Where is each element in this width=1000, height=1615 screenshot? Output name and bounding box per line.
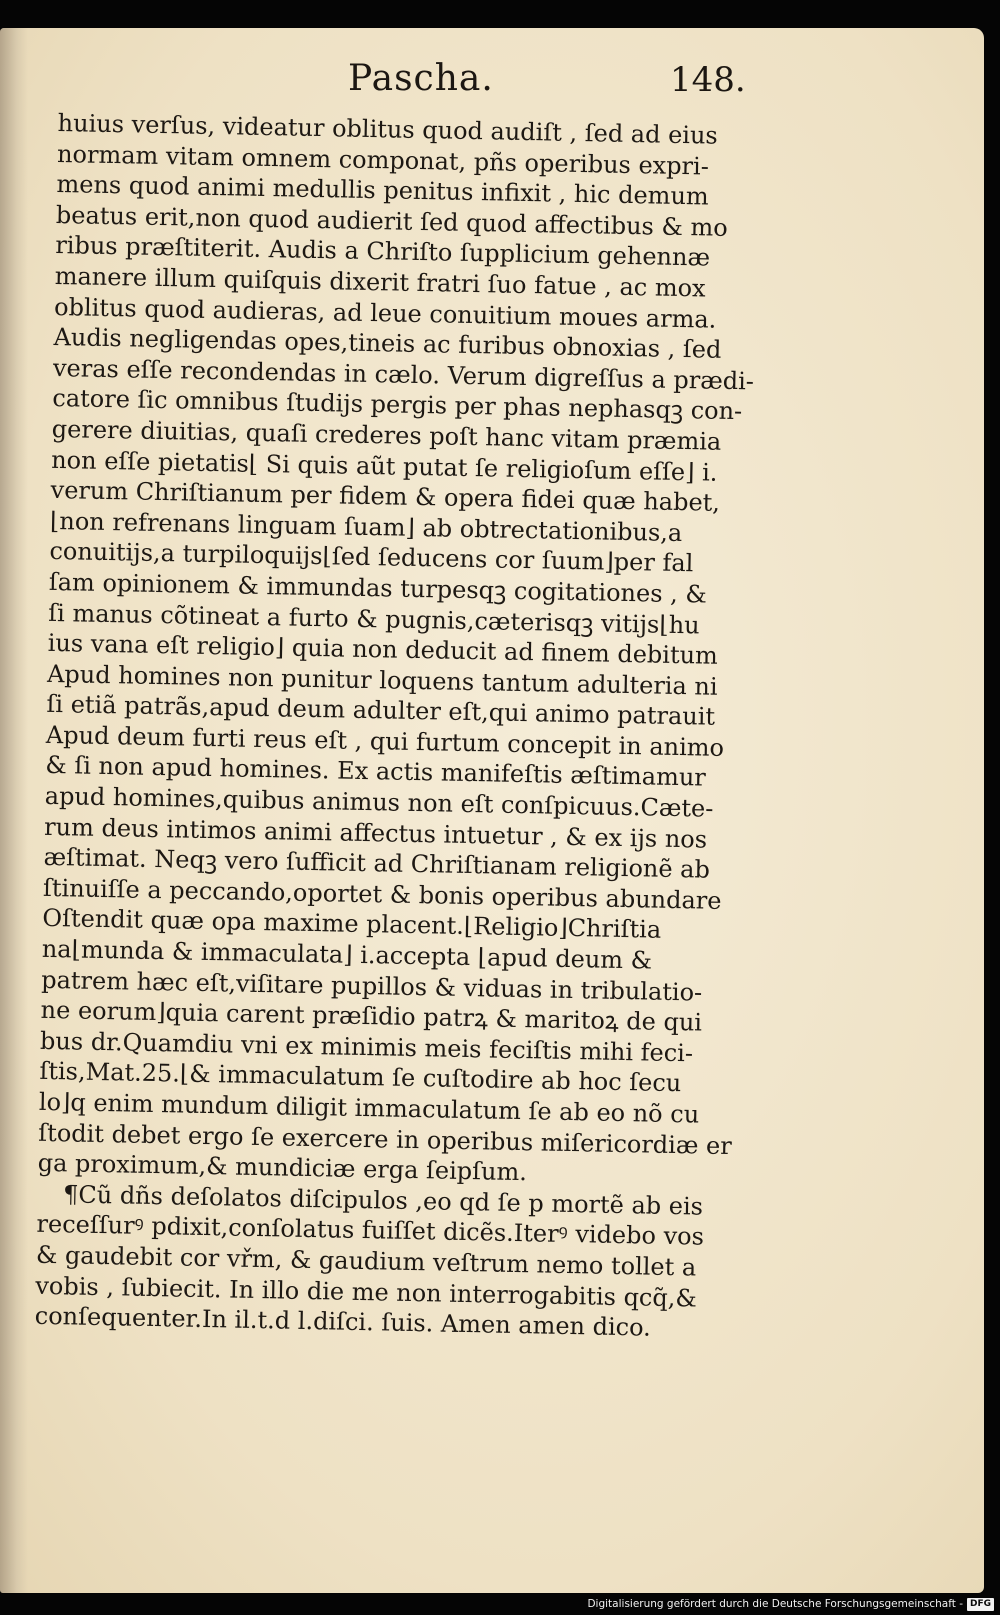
text-line: ¶Cũ dñs deſolatos diſcipulos ,eo qd ſe p mortẽ ab eis: [62, 1180, 704, 1221]
dfg-logo-icon: DFG: [967, 1598, 994, 1611]
text-line: apud homines,quibus animus non eſt conſpicuus.Cæte-: [44, 781, 714, 823]
text-line: rum deus intimos animi affectus intuetur , & ex ijs nos: [43, 812, 708, 854]
text-line: & ſi non apud homines. Ex actis manifeſtis æſtimamur: [45, 751, 707, 793]
text-line: Apud homines non punitur loquens tantum adulteria ni: [46, 659, 718, 701]
text-line: Apud deum furti reus eſt , qui furtum concepit in animo: [45, 720, 725, 762]
text-line: verum Chriſtianum per fidem & opera fidei quæ habet,: [50, 476, 721, 517]
text-line: ius vana eſt religio⌋ quia non deducit ad finem debitum: [47, 628, 719, 670]
digitization-credit: [587, 1596, 994, 1612]
text-line: conſequenter.In il.t.d l.diſci. ſuis. Amen amen dico.: [34, 1301, 652, 1342]
text-line: bus dr.Quamdiu vni ex minimis meis feciſtis mihi feci-: [39, 1026, 694, 1068]
text-line: gerere diuitias, quaſi crederes poſt hanc vitam præmia: [51, 414, 722, 456]
text-line: non eſſe pietatis⌊ Si quis aũt putat ſe religioſum eſſe⌋ i.: [50, 445, 718, 487]
text-line: catore ſic omnibus ſtudijs pergis per phas nephasqꝫ con-: [52, 384, 743, 426]
text-line: huius verſus, videatur oblitus quod audiſt , ſed ad eius: [57, 108, 719, 150]
text-line: veras eſſe recondendas in cælo. Verum digreſſus a prædi-: [52, 353, 755, 396]
text-line: vobis , ſubiecit. In illo die me non interrogabitis qcq̃,&: [35, 1271, 698, 1313]
text-line: normam vitam omnem componat, pñs operibus expri-: [56, 139, 710, 181]
running-head: [0, 58, 984, 112]
text-line: mens quod animi medullis penitus infixit , hic demum: [56, 170, 709, 211]
running-head-title: Pascha.: [348, 58, 494, 99]
body-text: [35, 108, 762, 1345]
text-line: ſtis,Mat.25.⌊& immaculatum ſe cuſtodire ab hoc ſecu: [39, 1057, 682, 1098]
text-line: ſi manus cõtineat a furto & pugnis,cæterisqꝫ vitijs⌊hu: [48, 598, 700, 639]
credit-text: Digitalisierung gefördert durch die Deutsche Forschungsgemeinschaft -: [587, 1598, 963, 1610]
page-gutter-shadow: [0, 28, 28, 1593]
folio-number: 148.: [670, 60, 746, 100]
text-line: ſi etiã patrãs,apud deum adulter eſt,qui animo patrauit: [46, 690, 716, 732]
text-line: ne eorum⌋quia carent præſidio patrꝝ & maritoꝝ de qui: [40, 996, 703, 1037]
text-line: ga proximum,& mundiciæ erga ſeipſum.: [37, 1148, 528, 1187]
text-line: ſtinuiſſe a peccando,oportet & bonis operibus abundare: [42, 873, 722, 915]
text-line: oblitus quod audieras, ad leue conuitium moues arma.: [53, 292, 717, 334]
text-line: patrem hæc eſt,viſitare pupillos & viduas in tribulatio-: [40, 965, 703, 1007]
text-line: Oſtendit quæ opa maxime placent.⌊Religio⌋Chriſtia: [42, 904, 662, 945]
text-line: conuitijs,a turpiloquijs⌊ſed ſeducens cor ſuum⌋per fal: [49, 537, 694, 578]
text-line: ſtodit debet ergo ſe exercere in operibus miſericordiæ er: [38, 1118, 732, 1160]
text-line: æſtimat. Neqꝫ vero ſufficit ad Chriſtianam religionẽ ab: [43, 843, 711, 884]
scanned-page: [0, 28, 984, 1593]
text-line: ⌊non refrenans linguam ſuam⌋ ab obtrectationibus,a: [49, 506, 683, 547]
text-line: & gaudebit cor vřm, & gaudium veſtrum nemo tollet a: [35, 1240, 697, 1282]
text-line: lo⌋q enim mundum diligit immaculatum ſe ab eo nõ cu: [38, 1087, 700, 1129]
text-line: ſam opinionem & immundas turpesqꝫ cogitationes , &: [48, 567, 708, 609]
text-line: manere illum quiſquis dixerit fratri ſuo fatue , ac mox: [54, 261, 706, 303]
text-line: ribus præſtiterit. Audis a Chriſto ſupplicium gehennæ: [55, 231, 711, 272]
text-line: beatus erit,non quod audierit ſed quod affectibus & mo: [55, 200, 728, 242]
text-line: na⌊munda & immaculata⌋ i.accepta ⌊apud deum &: [41, 934, 653, 975]
text-line: Audis negligendas opes,tineis ac furibus obnoxias , ſed: [53, 323, 722, 364]
text-line: receſſurꝰ pdixit,conſolatus fuiſſet dicẽs.Iterꝰ videbo vos: [36, 1210, 705, 1251]
